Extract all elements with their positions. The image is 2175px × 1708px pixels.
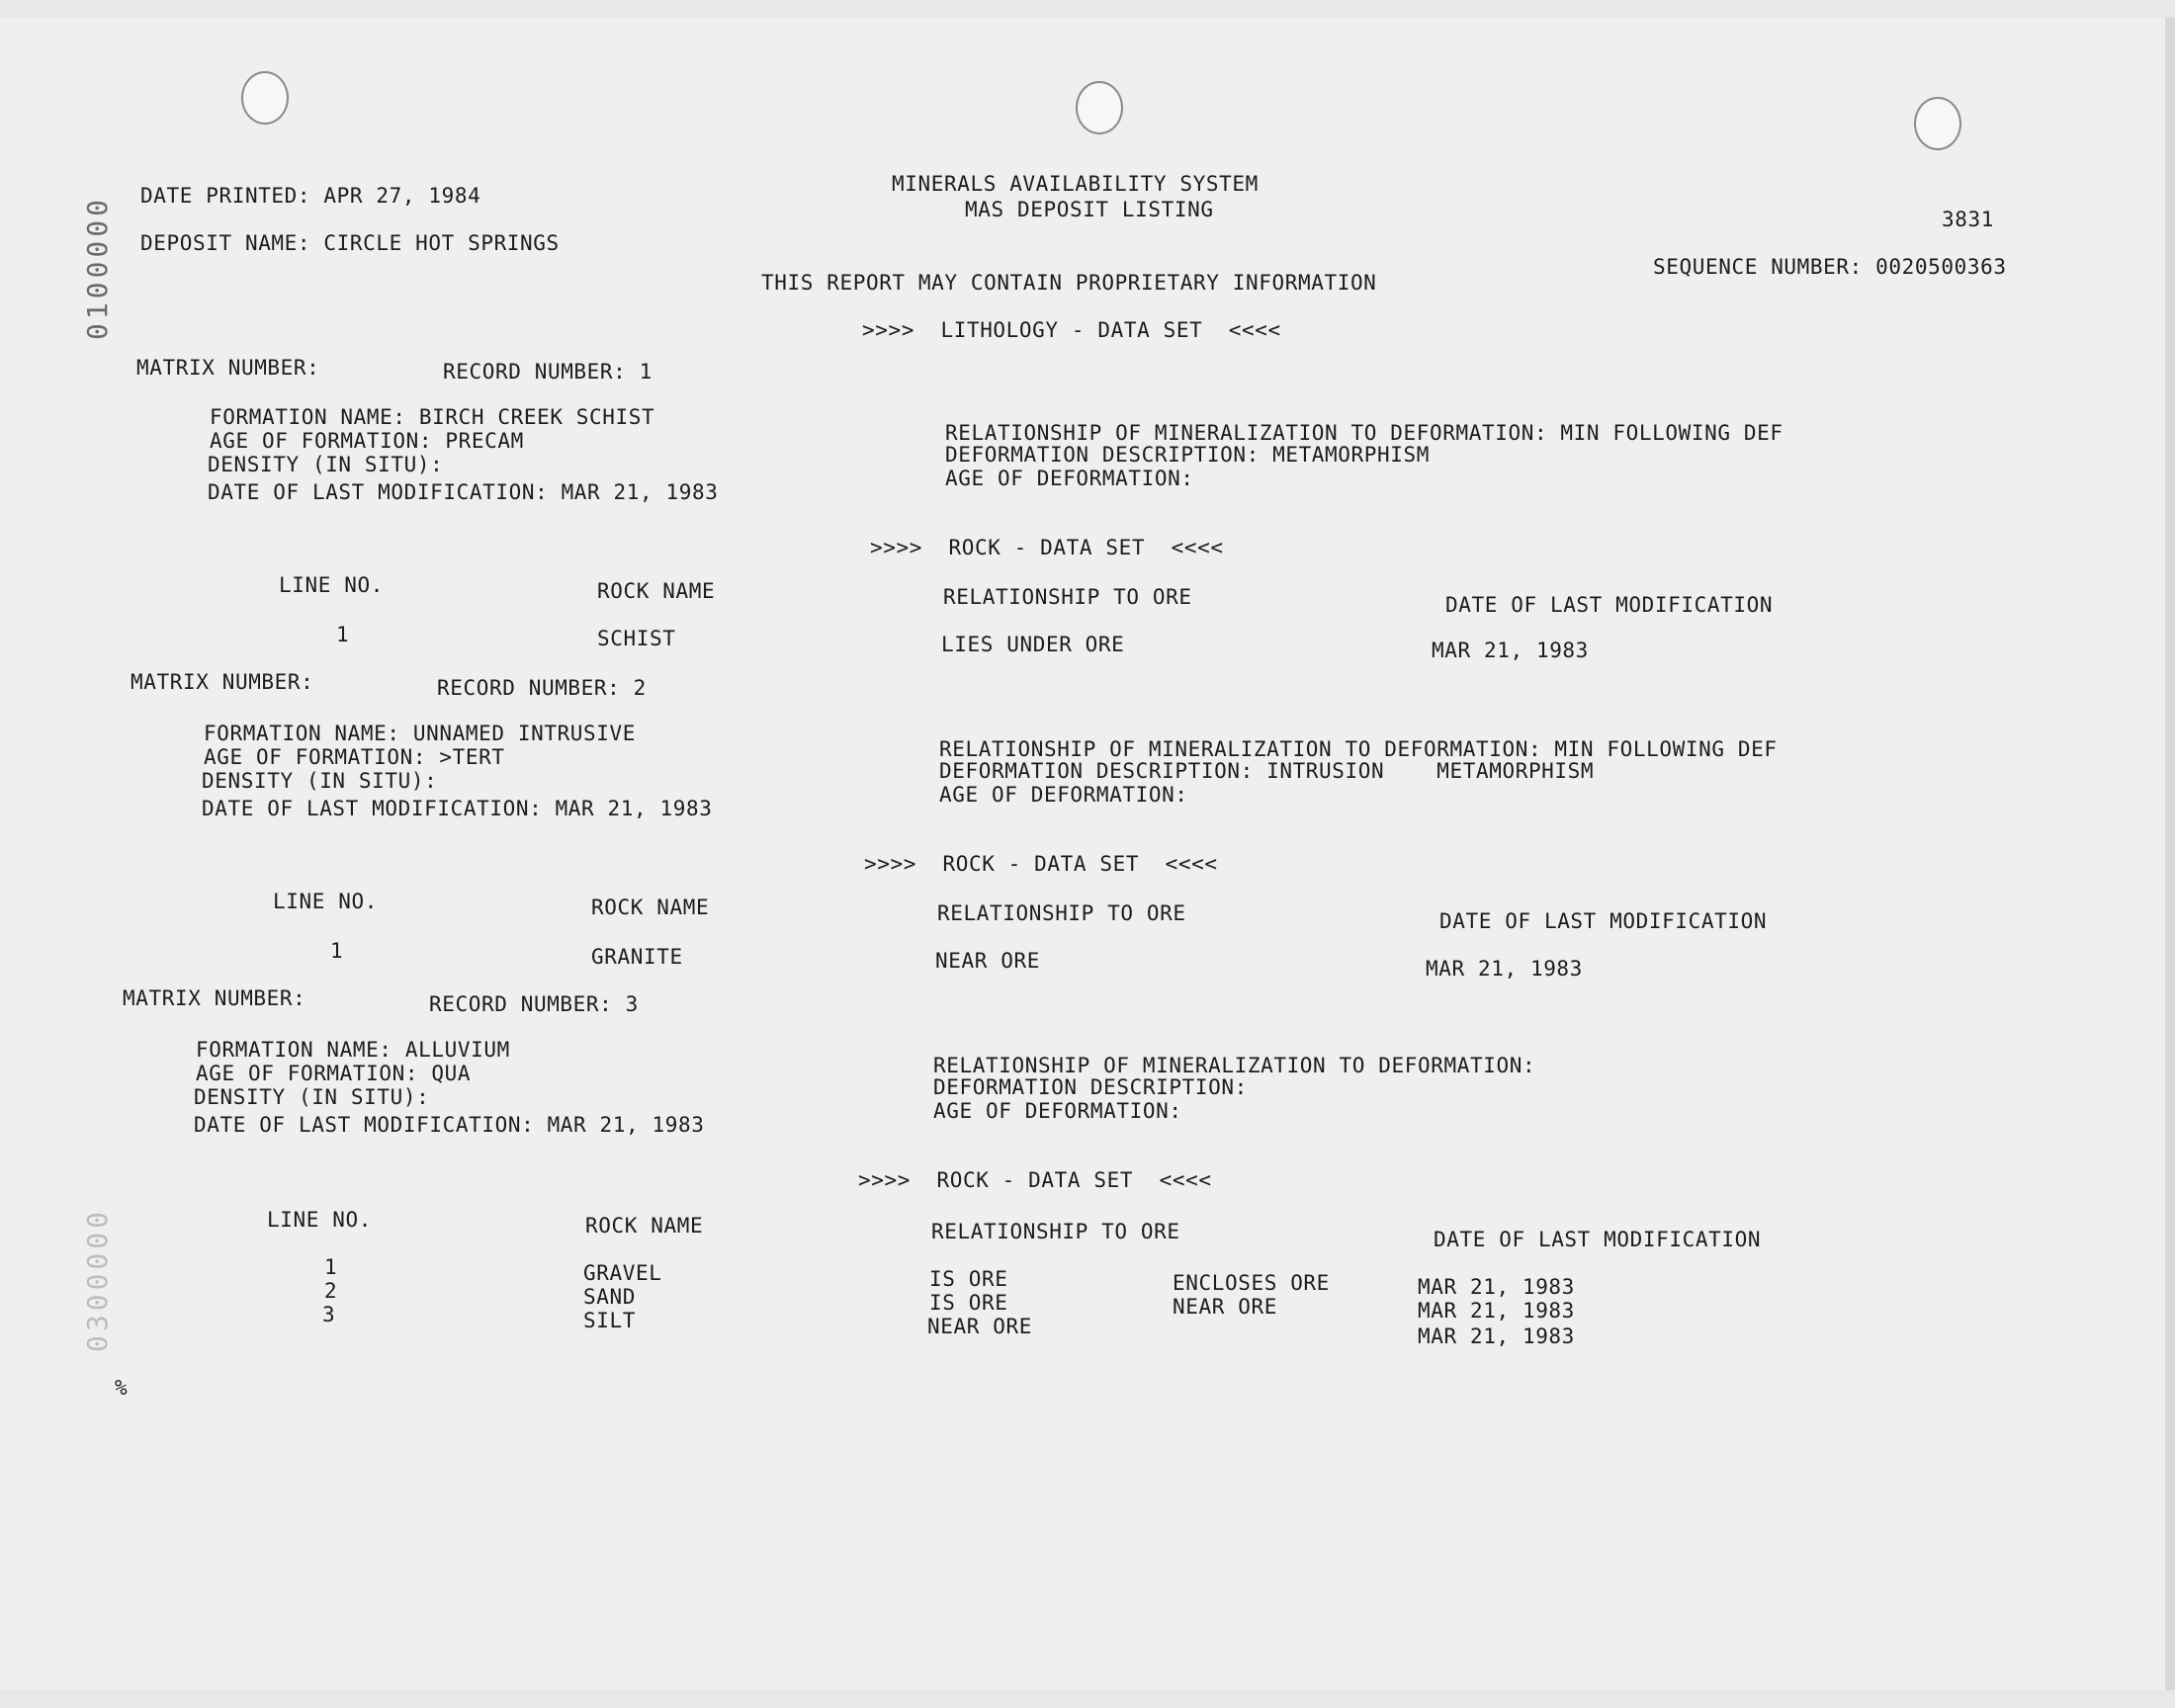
rock-row-date: MAR 21, 1983 bbox=[1418, 1324, 1575, 1348]
rock-row-date: MAR 21, 1983 bbox=[1418, 1275, 1575, 1299]
rock-row-name: GRANITE bbox=[591, 945, 683, 969]
date-last-modification: DATE OF LAST MODIFICATION: MAR 21, 1983 bbox=[208, 480, 719, 504]
deposit-name: DEPOSIT NAME: CIRCLE HOT SPRINGS bbox=[140, 231, 560, 255]
density-in-situ: DENSITY (IN SITU): bbox=[202, 769, 438, 793]
age-of-deformation: AGE OF DEFORMATION: bbox=[933, 1099, 1182, 1123]
col-header-rock-name: ROCK NAME bbox=[597, 579, 716, 603]
col-header-relationship: RELATIONSHIP TO ORE bbox=[931, 1220, 1180, 1243]
age-of-formation: AGE OF FORMATION: QUA bbox=[196, 1062, 472, 1085]
rock-row-date: MAR 21, 1983 bbox=[1426, 957, 1583, 981]
rock-row-relationship: IS ORE bbox=[929, 1291, 1008, 1315]
footer-mark: % bbox=[115, 1376, 129, 1400]
rock-row-name: SILT bbox=[583, 1309, 636, 1332]
matrix-number-label: MATRIX NUMBER: bbox=[130, 670, 314, 694]
mineralization-relationship: RELATIONSHIP OF MINERALIZATION TO DEFORMATION: bbox=[933, 1054, 1536, 1077]
col-header-rock-name: ROCK NAME bbox=[585, 1214, 704, 1238]
record-number: RECORD NUMBER: 3 bbox=[429, 992, 639, 1016]
listing-title: MAS DEPOSIT LISTING bbox=[965, 198, 1214, 221]
date-last-modification: DATE OF LAST MODIFICATION: MAR 21, 1983 bbox=[202, 797, 713, 820]
rock-row-line: 1 bbox=[336, 623, 350, 646]
rock-row-name: SAND bbox=[583, 1285, 636, 1309]
rock-row-name: GRAVEL bbox=[583, 1261, 662, 1285]
matrix-number-label: MATRIX NUMBER: bbox=[123, 986, 306, 1010]
date-last-modification: DATE OF LAST MODIFICATION: MAR 21, 1983 bbox=[194, 1113, 705, 1137]
deformation-description: DEFORMATION DESCRIPTION: METAMORPHISM bbox=[945, 443, 1430, 467]
rock-row-relationship-secondary: ENCLOSES ORE bbox=[1173, 1271, 1330, 1295]
mineralization-relationship: RELATIONSHIP OF MINERALIZATION TO DEFORMATION: MIN FOLLOWING DEF bbox=[945, 421, 1784, 445]
rock-row-date: MAR 21, 1983 bbox=[1432, 639, 1589, 662]
deformation-description: DEFORMATION DESCRIPTION: INTRUSION METAMORPHISM bbox=[939, 759, 1595, 783]
binder-hole-right bbox=[1914, 97, 1961, 150]
sequence-number: SEQUENCE NUMBER: 0020500363 bbox=[1653, 255, 2007, 279]
mineralization-relationship: RELATIONSHIP OF MINERALIZATION TO DEFORMATION: MIN FOLLOWING DEF bbox=[939, 737, 1778, 761]
rock-row-relationship: NEAR ORE bbox=[935, 949, 1040, 973]
col-header-line-no: LINE NO. bbox=[273, 890, 378, 913]
rock-banner: >>>> ROCK - DATA SET <<<< bbox=[870, 536, 1224, 559]
col-header-line-no: LINE NO. bbox=[279, 573, 384, 597]
proprietary-notice: THIS REPORT MAY CONTAIN PROPRIETARY INFORMATION bbox=[761, 271, 1377, 295]
col-header-rock-name: ROCK NAME bbox=[591, 896, 710, 919]
record-number: RECORD NUMBER: 1 bbox=[443, 360, 652, 384]
rock-row-line: 3 bbox=[322, 1303, 336, 1326]
formation-name: FORMATION NAME: UNNAMED INTRUSIVE bbox=[204, 722, 637, 745]
rock-banner: >>>> ROCK - DATA SET <<<< bbox=[858, 1168, 1212, 1192]
col-header-relationship: RELATIONSHIP TO ORE bbox=[937, 901, 1186, 925]
rock-row-name: SCHIST bbox=[597, 627, 676, 650]
col-header-line-no: LINE NO. bbox=[267, 1208, 372, 1232]
side-mark-top: 0100000 bbox=[81, 195, 114, 340]
rock-banner: >>>> ROCK - DATA SET <<<< bbox=[864, 852, 1218, 876]
density-in-situ: DENSITY (IN SITU): bbox=[194, 1085, 430, 1109]
col-header-date: DATE OF LAST MODIFICATION bbox=[1439, 909, 1768, 933]
deformation-description: DEFORMATION DESCRIPTION: bbox=[933, 1075, 1248, 1099]
formation-name: FORMATION NAME: BIRCH CREEK SCHIST bbox=[210, 405, 655, 429]
record-number: RECORD NUMBER: 2 bbox=[437, 676, 647, 700]
rock-row-date: MAR 21, 1983 bbox=[1418, 1299, 1575, 1323]
matrix-number-label: MATRIX NUMBER: bbox=[136, 356, 320, 380]
formation-name: FORMATION NAME: ALLUVIUM bbox=[196, 1038, 510, 1062]
rock-row-relationship: NEAR ORE bbox=[927, 1315, 1032, 1338]
rock-row-relationship: LIES UNDER ORE bbox=[941, 633, 1125, 656]
rock-row-line: 1 bbox=[324, 1255, 338, 1279]
side-mark-bottom: 0300000 bbox=[81, 1207, 114, 1352]
page-number: 3831 bbox=[1942, 208, 1994, 231]
binder-hole-center bbox=[1076, 81, 1123, 134]
density-in-situ: DENSITY (IN SITU): bbox=[208, 453, 444, 476]
rock-row-relationship-secondary: NEAR ORE bbox=[1173, 1295, 1277, 1319]
col-header-relationship: RELATIONSHIP TO ORE bbox=[943, 585, 1192, 609]
age-of-deformation: AGE OF DEFORMATION: bbox=[945, 467, 1194, 490]
rock-row-line: 2 bbox=[324, 1279, 338, 1303]
age-of-formation: AGE OF FORMATION: PRECAM bbox=[210, 429, 524, 453]
page-edge bbox=[2165, 18, 2175, 1690]
lithology-banner: >>>> LITHOLOGY - DATA SET <<<< bbox=[862, 318, 1281, 342]
date-printed: DATE PRINTED: APR 27, 1984 bbox=[140, 184, 481, 208]
rock-row-relationship: IS ORE bbox=[929, 1267, 1008, 1291]
col-header-date: DATE OF LAST MODIFICATION bbox=[1445, 593, 1774, 617]
system-title: MINERALS AVAILABILITY SYSTEM bbox=[892, 172, 1259, 196]
age-of-formation: AGE OF FORMATION: >TERT bbox=[204, 745, 505, 769]
binder-hole-left bbox=[241, 71, 289, 125]
rock-row-line: 1 bbox=[330, 939, 344, 963]
age-of-deformation: AGE OF DEFORMATION: bbox=[939, 783, 1188, 807]
col-header-date: DATE OF LAST MODIFICATION bbox=[1434, 1228, 1762, 1251]
